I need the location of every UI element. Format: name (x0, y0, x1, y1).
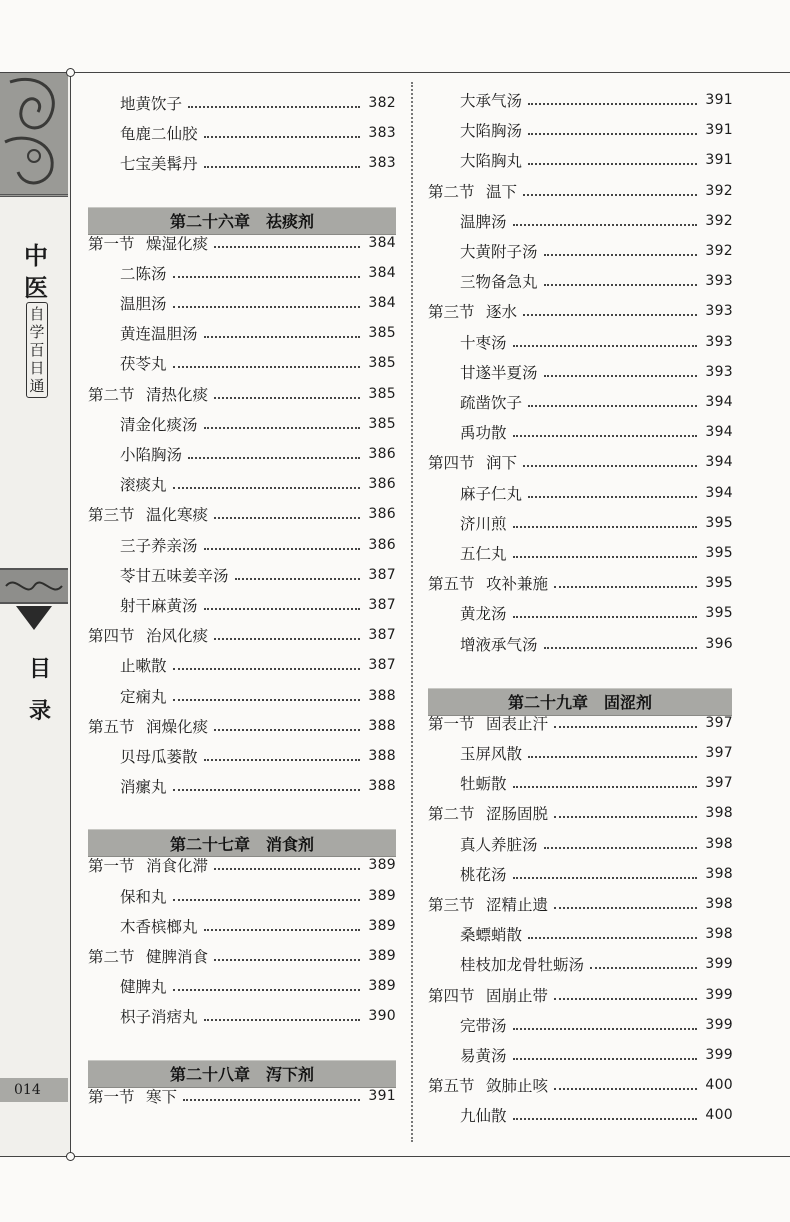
page-ref: 400 (705, 1077, 733, 1094)
dot-leader (544, 845, 698, 849)
item-title: 小陷胸汤 (120, 446, 183, 464)
page-ref: 383 (368, 155, 396, 172)
page-ref: 387 (368, 627, 396, 644)
page-ref: 393 (705, 333, 733, 350)
toc-item-entry[interactable] (460, 1104, 733, 1126)
page-ref: 393 (705, 363, 733, 380)
toc-section-entry[interactable] (88, 503, 396, 525)
toc-item-entry[interactable] (460, 602, 733, 624)
dot-leader (554, 905, 697, 909)
section-title: 治风化痰 (146, 627, 209, 646)
item-title: 十枣汤 (460, 333, 507, 352)
series-subtitle (26, 302, 48, 398)
dot-leader (523, 463, 697, 467)
chapter-number: 第二十八章 (169, 1065, 250, 1085)
item-title: 九仙散 (460, 1107, 507, 1126)
toc-item-entry[interactable] (120, 594, 396, 616)
toc-item-entry[interactable] (460, 361, 733, 383)
chapter-heading[interactable] (88, 829, 396, 857)
series-title-char: 医 (24, 273, 48, 302)
item-title: 射干麻黄汤 (120, 597, 198, 615)
section-title: 温化寒痰 (146, 506, 209, 525)
toc-section-entry[interactable] (88, 232, 396, 254)
dot-leader (513, 222, 698, 226)
series-title-char: 中 (24, 241, 48, 270)
dot-leader (523, 312, 697, 316)
dot-leader (554, 996, 697, 1000)
item-title: 桂枝加龙骨牡蛎汤 (460, 956, 585, 975)
dot-leader (513, 524, 698, 528)
toc-item-entry[interactable] (460, 633, 733, 655)
page-ref: 392 (705, 212, 733, 229)
chapter-number: 第二十七章 (169, 834, 250, 854)
page-ref: 396 (705, 635, 733, 652)
page-ref: 398 (705, 896, 733, 912)
item-title: 黄连温胆汤 (120, 325, 198, 344)
page-ref: 388 (368, 748, 396, 764)
page-ref: 399 (705, 986, 733, 1003)
dot-leader (214, 636, 360, 640)
toc-item-entry[interactable] (460, 923, 733, 945)
item-title: 健脾丸 (120, 978, 167, 997)
section-title: 攻补兼施 (486, 575, 549, 594)
toc-item-entry[interactable] (120, 1005, 396, 1027)
dot-leader (528, 754, 697, 758)
item-title: 龟鹿二仙胶 (120, 125, 198, 144)
item-title: 茯苓丸 (120, 355, 167, 374)
dot-leader (513, 343, 698, 347)
page-ref: 399 (705, 956, 733, 973)
section-title: 健脾消食 (146, 948, 209, 966)
toc-item-entry[interactable] (120, 975, 396, 997)
section-number: 第五节 (428, 1077, 475, 1096)
toc-item-entry[interactable] (120, 292, 396, 314)
toc-item-entry[interactable] (460, 89, 733, 111)
dot-leader (173, 304, 361, 308)
dot-leader (173, 697, 361, 701)
toc-item-entry[interactable] (460, 512, 733, 534)
item-title: 真人养脏汤 (460, 835, 538, 854)
page-ref: 384 (368, 234, 396, 251)
item-title: 枳子消痞丸 (120, 1008, 198, 1027)
section-number: 第四节 (428, 986, 475, 1005)
page-ref: 397 (705, 775, 733, 792)
item-title: 玉屏风散 (460, 745, 523, 763)
item-title: 三物备急丸 (460, 273, 538, 292)
dot-leader (554, 814, 697, 818)
item-title: 疏凿饮子 (460, 394, 523, 412)
page-ref: 395 (705, 605, 733, 622)
dot-leader (204, 164, 361, 168)
page-ref: 390 (368, 1008, 396, 1025)
page-number (0, 1078, 68, 1102)
dot-leader (513, 784, 698, 788)
item-title: 大陷胸丸 (460, 152, 523, 171)
page-ref: 395 (705, 514, 733, 531)
dot-leader (214, 866, 360, 870)
item-title: 七宝美髯丹 (120, 155, 198, 174)
section-number: 第四节 (88, 627, 135, 646)
section-number: 第五节 (88, 717, 135, 736)
chapter-title: 祛痰剂 (266, 212, 315, 232)
chapter-heading[interactable] (88, 207, 396, 235)
dot-leader (235, 576, 361, 580)
toc-label-char: 录 (28, 698, 51, 724)
toc-item-entry[interactable] (120, 92, 396, 114)
toc-item-entry[interactable] (460, 863, 733, 885)
toc-section-entry[interactable] (428, 451, 733, 473)
toc-item-entry[interactable] (460, 1044, 733, 1066)
toc-section-entry[interactable] (88, 854, 396, 876)
page-ref: 394 (705, 484, 733, 501)
toc-section-entry[interactable] (88, 945, 396, 967)
dot-leader (188, 104, 360, 108)
bottom-rule (0, 1156, 790, 1157)
chapter-number: 第二十六章 (169, 212, 250, 232)
toc-section-entry[interactable] (88, 1085, 396, 1107)
toc-item-entry[interactable] (460, 391, 733, 413)
page-ref: 386 (368, 446, 396, 462)
toc-item-entry[interactable] (460, 953, 733, 975)
page-ref: 395 (705, 545, 733, 561)
page-ref: 385 (368, 385, 396, 402)
section-title: 消食化滞 (146, 857, 209, 876)
toc-section-entry[interactable] (88, 715, 396, 737)
page-ref: 391 (705, 122, 733, 139)
item-title: 消瘰丸 (120, 778, 167, 797)
page-ref: 395 (705, 575, 733, 592)
item-title: 定痫丸 (120, 687, 167, 706)
toc-section-entry[interactable] (428, 1074, 733, 1096)
dot-leader (554, 584, 697, 588)
section-title: 燥湿化痰 (146, 234, 209, 253)
page-ref: 394 (705, 424, 733, 441)
page-ref: 393 (705, 273, 733, 290)
section-number: 第五节 (428, 575, 475, 594)
page-ref: 397 (705, 714, 733, 731)
toc-item-entry[interactable] (460, 421, 733, 443)
page-ref: 391 (705, 92, 733, 108)
toc-item-entry[interactable] (460, 210, 733, 232)
item-title: 保和丸 (120, 887, 167, 906)
toc-item-entry[interactable] (120, 915, 396, 937)
dot-leader (183, 1097, 360, 1101)
section-title: 固崩止带 (486, 986, 549, 1005)
dot-leader (528, 935, 697, 939)
section-title: 敛肺止咳 (486, 1077, 549, 1096)
dot-leader (204, 1017, 361, 1021)
dot-leader (188, 455, 360, 459)
section-number: 第三节 (428, 303, 475, 322)
dot-leader (513, 1116, 698, 1120)
page-ref: 398 (705, 926, 733, 943)
toc-item-entry[interactable] (460, 270, 733, 292)
toc-item-entry[interactable] (460, 772, 733, 794)
section-title: 涩肠固脱 (486, 805, 549, 824)
item-title: 三子养亲汤 (120, 536, 198, 555)
page-ref: 384 (368, 264, 396, 281)
toc-section-entry[interactable] (428, 802, 733, 824)
toc-section-entry[interactable] (428, 572, 733, 594)
item-title: 完带汤 (460, 1016, 507, 1035)
toc-item-entry[interactable] (460, 833, 733, 855)
page-ref: 400 (705, 1107, 733, 1124)
item-title: 温脾汤 (460, 212, 507, 231)
page-ref: 384 (368, 295, 396, 311)
column-divider (411, 82, 413, 1142)
toc-item-entry[interactable] (460, 542, 733, 564)
toc-item-entry[interactable] (120, 534, 396, 556)
toc-item-entry[interactable] (460, 119, 733, 141)
section-number: 第三节 (428, 896, 475, 914)
dot-leader (173, 485, 361, 489)
dot-leader (513, 554, 698, 558)
page-ref: 399 (705, 1016, 733, 1033)
dot-leader (523, 192, 697, 196)
dot-leader (554, 1086, 697, 1090)
section-number: 第一节 (428, 714, 475, 733)
dot-leader (173, 364, 361, 368)
page-ref: 391 (705, 152, 733, 169)
item-title: 苓甘五味姜辛汤 (120, 566, 229, 585)
dot-leader (173, 274, 361, 278)
toc-section-entry[interactable] (428, 300, 733, 322)
dot-leader (544, 373, 698, 377)
decorative-dragon-ornament (0, 72, 68, 197)
page-ref: 387 (368, 566, 396, 583)
page-ref: 389 (368, 948, 396, 964)
chapter-title: 固涩剂 (604, 693, 653, 713)
toc-item-entry[interactable] (460, 240, 733, 262)
page-ref: 389 (368, 857, 396, 874)
section-title: 温下 (486, 182, 518, 201)
page-ref: 392 (705, 182, 733, 199)
page-ref: 398 (705, 805, 733, 822)
decorative-divider (0, 568, 68, 604)
item-title: 大陷胸汤 (460, 122, 523, 141)
dot-leader (544, 252, 698, 256)
item-title: 大黄附子汤 (460, 243, 538, 261)
section-title: 清热化痰 (146, 385, 209, 404)
dot-leader (204, 425, 361, 429)
dot-leader (528, 494, 697, 498)
page-ref: 388 (368, 778, 396, 795)
item-title: 大承气汤 (460, 92, 523, 110)
chapter-title: 泻下剂 (266, 1065, 315, 1085)
top-rule (0, 72, 790, 73)
item-title: 地黄饮子 (120, 95, 183, 113)
section-title: 润燥化痰 (146, 717, 209, 736)
dot-leader (214, 395, 360, 399)
page-ref: 394 (705, 454, 733, 471)
series-subtitle-char: 学 (29, 323, 45, 341)
item-title: 桑螵蛸散 (460, 926, 523, 945)
dot-leader (173, 897, 361, 901)
dot-leader (528, 131, 697, 135)
toc-item-entry[interactable] (460, 331, 733, 353)
section-number: 第二节 (428, 805, 475, 824)
dot-leader (214, 244, 360, 248)
dot-leader (590, 965, 697, 969)
series-subtitle-char: 通 (29, 377, 45, 395)
dot-leader (513, 1026, 698, 1030)
dot-leader (204, 134, 361, 138)
section-number: 第一节 (88, 857, 135, 876)
item-title: 易黄汤 (460, 1047, 507, 1065)
toc-item-entry[interactable] (460, 149, 733, 171)
page-ref: 399 (705, 1047, 733, 1063)
corner-dot (66, 68, 75, 77)
corner-dot (66, 1152, 75, 1161)
item-title: 止嗽散 (120, 657, 167, 676)
toc-item-entry[interactable] (120, 352, 396, 374)
section-number: 第二节 (88, 385, 135, 404)
toc-item-entry[interactable] (120, 885, 396, 907)
series-subtitle-char: 日 (29, 359, 45, 377)
page-ref: 385 (368, 415, 396, 432)
page-number-text: 014 (14, 1082, 41, 1098)
toc-section-entry[interactable] (428, 984, 733, 1006)
toc-item-entry[interactable] (120, 654, 396, 676)
item-title: 桃花汤 (460, 865, 507, 884)
item-title: 麻子仁丸 (460, 484, 523, 503)
item-title: 牡蛎散 (460, 775, 507, 794)
section-number: 第三节 (88, 506, 135, 525)
page-ref: 387 (368, 597, 396, 613)
dot-leader (204, 927, 361, 931)
toc-item-entry[interactable] (120, 745, 396, 767)
toc-item-entry[interactable] (120, 413, 396, 435)
dot-leader (528, 161, 697, 165)
dot-leader (544, 645, 698, 649)
page-ref: 394 (705, 394, 733, 410)
toc-label-char: 目 (28, 656, 51, 682)
item-title: 甘遂半夏汤 (460, 363, 538, 382)
page-ref: 387 (368, 657, 396, 674)
series-subtitle-char: 自 (29, 305, 45, 323)
toc-item-entry[interactable] (120, 473, 396, 495)
toc-item-entry[interactable] (120, 152, 396, 174)
series-subtitle-char: 百 (29, 341, 45, 359)
dot-leader (528, 403, 697, 407)
section-number: 第二节 (428, 182, 475, 201)
page-ref: 389 (368, 887, 396, 904)
toc-section-entry[interactable] (428, 180, 733, 202)
toc-section-entry[interactable] (88, 383, 396, 405)
toc-item-entry[interactable] (120, 443, 396, 465)
chapter-heading[interactable] (88, 1060, 396, 1088)
toc-label (26, 648, 54, 732)
item-title: 禹功散 (460, 424, 507, 443)
toc-section-entry[interactable] (88, 624, 396, 646)
page-ref: 398 (705, 865, 733, 882)
toc-item-entry[interactable] (120, 685, 396, 707)
item-title: 济川煎 (460, 514, 507, 533)
toc-item-entry[interactable] (120, 262, 396, 284)
dot-leader (214, 957, 360, 961)
toc-item-entry[interactable] (120, 564, 396, 586)
page-ref: 391 (368, 1087, 396, 1104)
section-number: 第二节 (88, 948, 135, 966)
page-ref: 392 (705, 243, 733, 259)
item-title: 黄龙汤 (460, 605, 507, 624)
page-ref: 382 (368, 95, 396, 111)
item-title: 滚痰丸 (120, 476, 167, 495)
page-ref: 397 (705, 745, 733, 761)
dot-leader (513, 1056, 698, 1060)
dot-leader (513, 875, 698, 879)
toc-item-entry[interactable] (460, 742, 733, 764)
dot-leader (528, 101, 697, 105)
page-ref: 398 (705, 835, 733, 852)
dot-leader (513, 614, 698, 618)
chapter-title: 消食剂 (266, 834, 315, 854)
page-ref: 383 (368, 125, 396, 142)
dot-leader (204, 757, 361, 761)
dot-leader (204, 334, 361, 338)
dot-leader (173, 987, 361, 991)
item-title: 二陈汤 (120, 264, 167, 283)
toc-item-entry[interactable] (120, 322, 396, 344)
dot-leader (513, 433, 698, 437)
triangle-down-icon (16, 606, 52, 630)
section-number: 第一节 (88, 234, 135, 253)
chapter-number: 第二十九章 (507, 693, 588, 713)
page-ref: 386 (368, 536, 396, 553)
section-title: 固表止汗 (486, 714, 549, 733)
section-title: 寒下 (146, 1087, 178, 1106)
dot-leader (544, 282, 698, 286)
page-ref: 385 (368, 325, 396, 342)
item-title: 木香槟榔丸 (120, 917, 198, 936)
item-title: 增液承气汤 (460, 635, 538, 654)
toc-item-entry[interactable] (120, 122, 396, 144)
section-number: 第一节 (88, 1087, 135, 1106)
dot-leader (214, 515, 360, 519)
section-title: 润下 (486, 454, 518, 473)
page-ref: 389 (368, 917, 396, 934)
page-ref: 386 (368, 476, 396, 493)
toc-section-entry[interactable] (428, 712, 733, 734)
item-title: 贝母瓜蒌散 (120, 748, 198, 766)
section-title: 涩精止遗 (486, 896, 549, 914)
item-title: 清金化痰汤 (120, 415, 198, 434)
margin-rule (70, 72, 71, 1157)
page-ref: 389 (368, 978, 396, 995)
page-ref: 388 (368, 687, 396, 704)
dot-leader (173, 666, 361, 670)
toc-item-entry[interactable] (120, 775, 396, 797)
series-title (22, 240, 50, 304)
toc-section-entry[interactable] (428, 893, 733, 915)
toc-item-entry[interactable] (460, 1014, 733, 1036)
page-ref: 386 (368, 506, 396, 523)
page-ref: 393 (705, 303, 733, 320)
item-title: 温胆汤 (120, 295, 167, 313)
item-title: 五仁丸 (460, 545, 507, 563)
dot-leader (173, 787, 361, 791)
dot-leader (554, 724, 697, 728)
section-title: 逐水 (486, 303, 518, 322)
dot-leader (204, 546, 361, 550)
dot-leader (204, 606, 361, 610)
section-number: 第四节 (428, 454, 475, 473)
toc-item-entry[interactable] (460, 482, 733, 504)
dot-leader (214, 727, 360, 731)
page-ref: 388 (368, 717, 396, 734)
page-ref: 385 (368, 355, 396, 372)
